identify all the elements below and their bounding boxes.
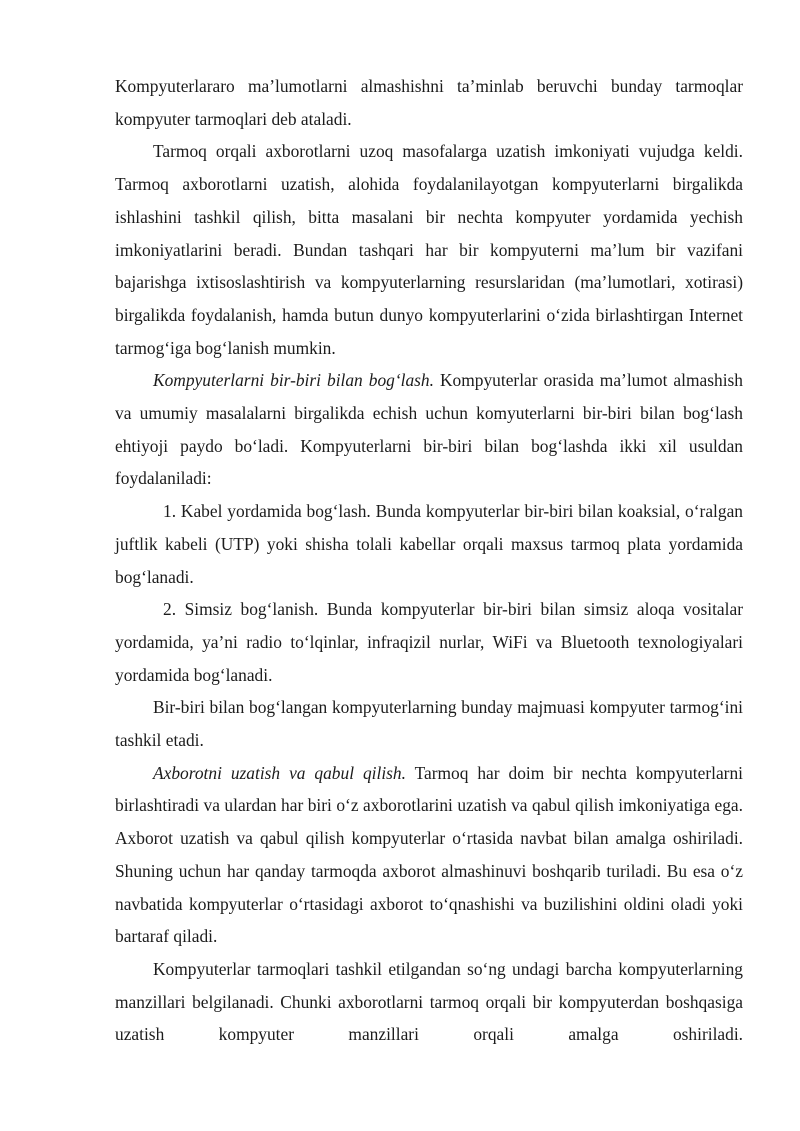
list-item-wireless-connection — [115, 593, 743, 691]
paragraph-connecting-computers — [115, 364, 743, 495]
paragraph-text: Tarmoq har doim bir nechta kompyuterlarni birlashtiradi va ulardan har biri o‘z axborotlarini uzatish va qabul qilish imkoniyatiga ega. Axborot uzatish va qabul qilish kompyuterlar o‘rtasida navbat bilan amalga oshiriladi. Shuning uchun har qanday tarmoqda axborot almashinuvi boshqarib turiladi. Bu esa o‘z navbatida kompyuterlar o‘rtasidagi axborot to‘qnashishi va buzilishini oldini oladi yoki bartaraf qiladi. — [115, 762, 743, 947]
paragraph-text: Kompyuterlararo ma’lumotlarni almashishni ta’minlab beruvchi bunday tarmoqlar kompyuter tarmoqlari deb ataladi. — [115, 76, 743, 129]
paragraph-network-capabilities — [115, 135, 743, 364]
paragraph-text: Bir-biri bilan bog‘langan kompyuterlarning bunday majmuasi kompyuter tarmog‘ini tashkil etadi. — [115, 697, 743, 751]
paragraph-lead-heading: Axborotni uzatish va qabul qilish. — [153, 762, 406, 783]
paragraph-transmit-receive — [115, 757, 743, 953]
list-item-cable-connection — [115, 495, 743, 593]
paragraph-text: Tarmoq orqali axborotlarni uzoq masofalarga uzatish imkoniyati vujudga keldi. Tarmoq axborotlarni uzatish, alohida foydalanilayotgan kompyuterlarni birgalikda ishlashini tashkil qilish, bitta masalani bir nechta kompyuter yordamida yechish imkoniyatlarini beradi. Bundan tashqari har bir kompyuterni ma’lum bir vazifani bajarishga ixtisoslashtirish va kompyuterlarning resurslaridan (ma’lumotlari, xotirasi) birgalikda foydalanish, hamda butun dunyo kompyuterlarini o‘zida birlashtirgan Internet tarmog‘iga bog‘lanish mumkin. — [115, 141, 743, 358]
document-page — [115, 70, 743, 1051]
paragraph-network-definition — [115, 70, 743, 135]
paragraph-text: Kompyuterlar tarmoqlari tashkil etilgandan so‘ng undagi barcha kompyuterlarning manzillari belgilanadi. Chunki axborotlarni tarmoq orqali bir kompyuterdan boshqasiga uzatish kompyuter manzillari orqali amalga oshiriladi. — [115, 958, 743, 1045]
paragraph-network-formation — [115, 691, 743, 756]
paragraph-addressing — [115, 953, 743, 1051]
paragraph-text: 1. Kabel yordamida bog‘lash. Bunda kompyuterlar bir-biri bilan koaksial, o‘ralgan juftlik kabeli (UTP) yoki shisha tolali kabellar orqali maxsus tarmoq plata yordamida bog‘lanadi. — [115, 501, 743, 587]
paragraph-lead-heading: Kompyuterlarni bir-biri bilan bog‘lash. — [153, 370, 434, 391]
paragraph-text: Kompyuterlar orasida ma’lumot almashish va umumiy masalalarni birgalikda echish uchun komyuterlarni bir-biri bilan bog‘lash ehtiyoji paydo bo‘ladi. Kompyuterlarni bir-biri bilan bog‘lashda ikki xil usuldan foydalaniladi: — [115, 370, 743, 489]
paragraph-text: 2. Simsiz bog‘lanish. Bunda kompyuterlar bir-biri bilan simsiz aloqa vositalar yordamida, ya’ni radio to‘lqinlar, infraqizil nurlar, WiFi va Bluetooth texnologiyalari yordamida bog‘lanadi. — [115, 599, 743, 685]
